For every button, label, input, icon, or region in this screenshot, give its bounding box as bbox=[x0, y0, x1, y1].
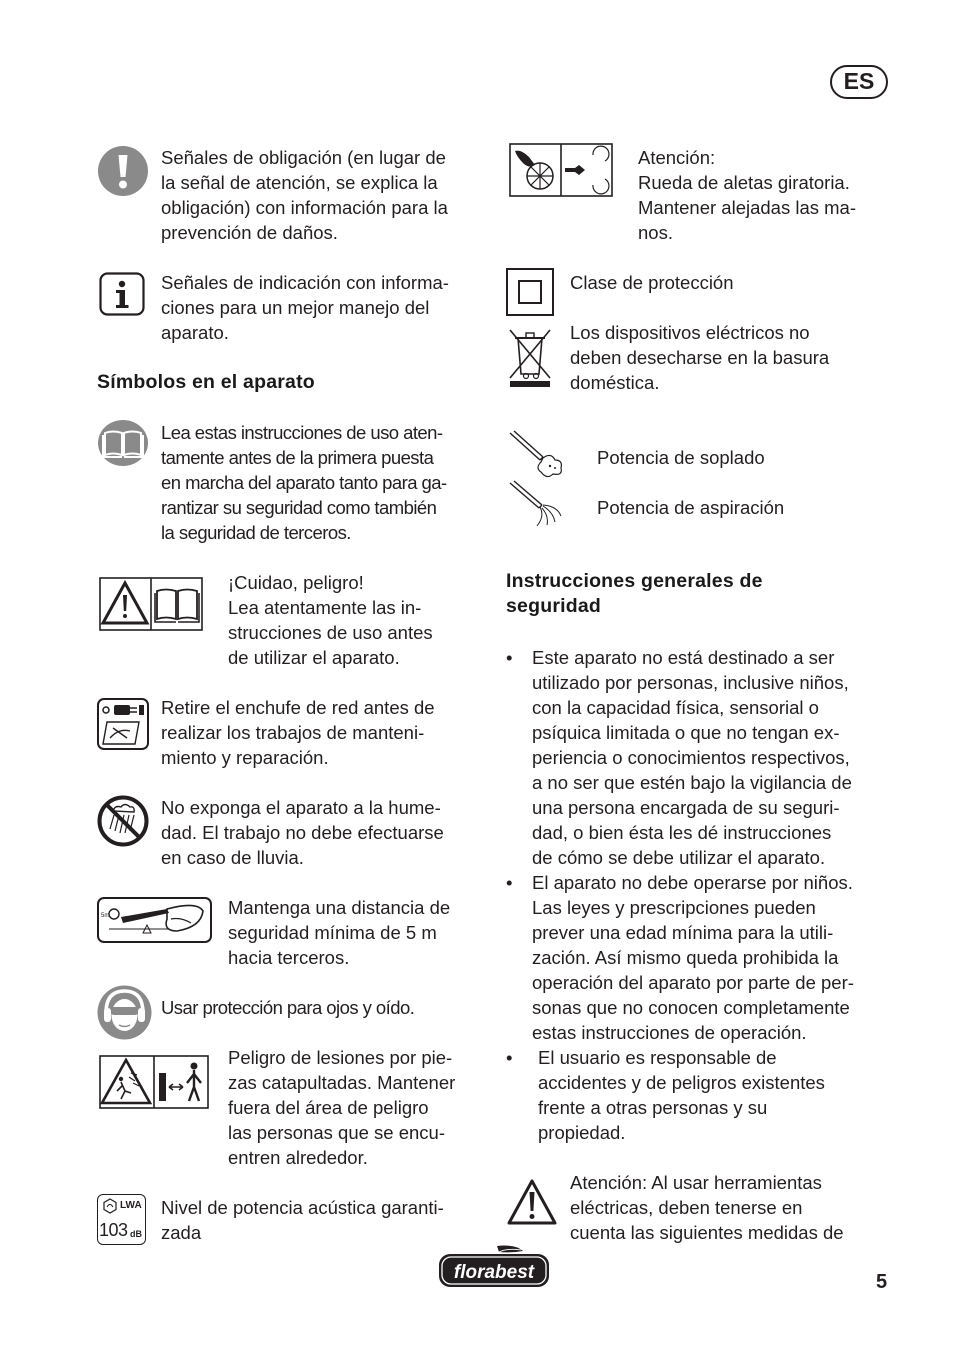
lwa-label: LWA bbox=[120, 1200, 142, 1211]
sound-text: Nivel de potencia acústica garanti- zada bbox=[161, 1197, 444, 1243]
bullet-marker: • bbox=[506, 1047, 513, 1068]
brand-name: florabest bbox=[453, 1262, 535, 1283]
protection-class-icon bbox=[506, 268, 554, 316]
protection-class-text: Clase de protección bbox=[570, 272, 734, 293]
weee-text: Los dispositivos eléctricos no deben desecharse en la basura doméstica. bbox=[570, 322, 830, 393]
suction-power-icon bbox=[507, 480, 565, 528]
unplug-text: Retire el enchufe de red antes de realizar los trabajos de manteni- miento y reparación. bbox=[161, 697, 435, 768]
danger-read-manual-icon bbox=[99, 577, 203, 631]
blow-text: Potencia de soplado bbox=[597, 447, 765, 468]
no-rain-icon bbox=[97, 795, 149, 847]
mandatory-sign-icon bbox=[97, 145, 149, 197]
list-item: • El usuario es responsable de accidentes y de peligros existentes frente a otras personas y su propiedad. bbox=[506, 1047, 825, 1143]
sound-value: 103 bbox=[99, 1220, 128, 1240]
fan-text: Atención: Rueda de aletas giratoria. Mantener alejadas las ma- nos. bbox=[638, 147, 856, 243]
eye-ear-protection-icon bbox=[97, 985, 152, 1040]
read-manual-text: Lea estas instrucciones de uso aten- tamente antes de la primera puesta en marcha del aparato tanto para ga- rantizar su seguridad como también la seguridad de terceros. bbox=[161, 422, 447, 543]
projectile-danger-icon bbox=[99, 1055, 209, 1109]
symbols-heading: Símbolos en el aparato bbox=[97, 371, 315, 393]
warning-triangle-icon bbox=[506, 1178, 558, 1226]
blow-power-icon bbox=[507, 430, 565, 480]
humidity-text: No exponga el aparato a la hume- dad. El trabajo no debe efectuarse en caso de lluvia. bbox=[161, 797, 444, 868]
weee-bin-icon bbox=[506, 326, 554, 388]
safety-heading: Instrucciones generales de seguridad bbox=[506, 570, 763, 617]
sound-unit: dB bbox=[130, 1229, 142, 1239]
svg-text:5m: 5m bbox=[101, 913, 110, 919]
language-badge: ES bbox=[830, 65, 888, 99]
read-manual-icon bbox=[97, 419, 149, 467]
info-sign-text: Señales de indicación con informa- ciones para un mejor manejo del aparato. bbox=[161, 272, 449, 343]
mandatory-sign-text: Señales de obligación (en lugar de la señal de atención, se explica la obligación) con información para la prevención de daños. bbox=[161, 147, 448, 243]
hexagon-mark-icon bbox=[102, 1198, 118, 1214]
page-number: 5 bbox=[876, 1271, 888, 1293]
safety-bullet-list bbox=[506, 645, 854, 1145]
unplug-icon bbox=[97, 698, 149, 750]
distance-text: Mantenga una distancia de seguridad mínima de 5 m hacia terceros. bbox=[228, 897, 451, 968]
suction-text: Potencia de aspiración bbox=[597, 497, 785, 518]
projectiles-text: Peligro de lesiones por pie- zas catapultadas. Mantener fuera del área de peligro las personas que se encu- entren alrededor. bbox=[228, 1047, 456, 1168]
warning-text: Atención: Al usar herramientas eléctricas, deben tenerse en cuenta las siguientes medidas de bbox=[570, 1172, 844, 1243]
rotating-fan-icon bbox=[509, 143, 613, 197]
safety-distance-icon bbox=[97, 897, 212, 943]
list-item: • Este aparato no está destinado a ser utilizado por personas, inclusive niños, con la capacidad física, sensorial o psíquica limitada o que no tengan ex- periencia o conocimientos respectivos, a no ser que estén bajo la vigilancia de una persona encargada de su seguri- dad, o bien ésta les dé instrucciones de cómo se debe utilizar el aparato. bbox=[506, 647, 852, 868]
bullet-marker: • bbox=[506, 872, 513, 893]
brand-logo bbox=[437, 1244, 551, 1290]
protection-text: Usar protección para ojos y oído. bbox=[161, 997, 415, 1018]
bullet-marker: • bbox=[506, 647, 513, 668]
info-icon bbox=[99, 272, 145, 316]
list-item: • El aparato no debe operarse por niños. Las leyes y prescripciones pueden prever una edad mínima para la utili- zación. Así mismo queda prohibida la operación del aparato por parte de per- sonas que no conocen completamente estas instrucciones de operación. bbox=[506, 872, 854, 1043]
danger-text: ¡Cuidao, peligro! Lea atentamente las in- strucciones de uso antes de utilizar el aparato. bbox=[228, 572, 433, 668]
sound-power-icon bbox=[97, 1194, 146, 1245]
